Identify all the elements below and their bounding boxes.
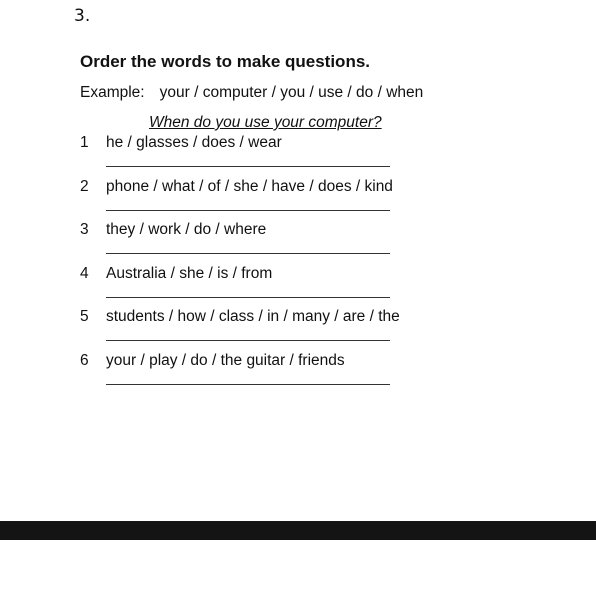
- example-answer: When do you use your computer?: [149, 114, 382, 131]
- example-row: [80, 84, 423, 102]
- answer-line[interactable]: [106, 340, 390, 341]
- item-words: your / play / do / the guitar / friends: [106, 352, 345, 369]
- answer-line[interactable]: [106, 210, 390, 211]
- item-words: students / how / class / in / many / are / the: [106, 308, 400, 325]
- item-words: he / glasses / does / wear: [106, 134, 282, 151]
- black-bar: [0, 521, 596, 540]
- answer-line[interactable]: [106, 253, 390, 254]
- answer-line[interactable]: [106, 384, 390, 385]
- item-number: 4: [80, 265, 89, 282]
- answer-line[interactable]: [106, 297, 390, 298]
- exercise-item: [80, 221, 500, 261]
- exercise-item: [80, 134, 500, 174]
- question-number: 3.: [74, 6, 91, 26]
- exercise-item: [80, 352, 500, 392]
- item-number: 6: [80, 352, 89, 369]
- exercise-heading: Order the words to make questions.: [80, 52, 371, 71]
- exercise-item: [80, 308, 500, 348]
- item-words: they / work / do / where: [106, 221, 267, 238]
- item-number: 2: [80, 178, 89, 195]
- exercise-item: [80, 265, 500, 305]
- item-words: phone / what / of / she / have / does / kind: [106, 178, 393, 195]
- item-number: 3: [80, 221, 89, 238]
- example-words: your / computer / you / use / do / when: [159, 84, 424, 101]
- exercise-item: [80, 178, 500, 218]
- item-number: 1: [80, 134, 89, 151]
- item-number: 5: [80, 308, 89, 325]
- answer-line[interactable]: [106, 166, 390, 167]
- example-label: Example:: [80, 84, 145, 101]
- item-words: Australia / she / is / from: [106, 265, 273, 282]
